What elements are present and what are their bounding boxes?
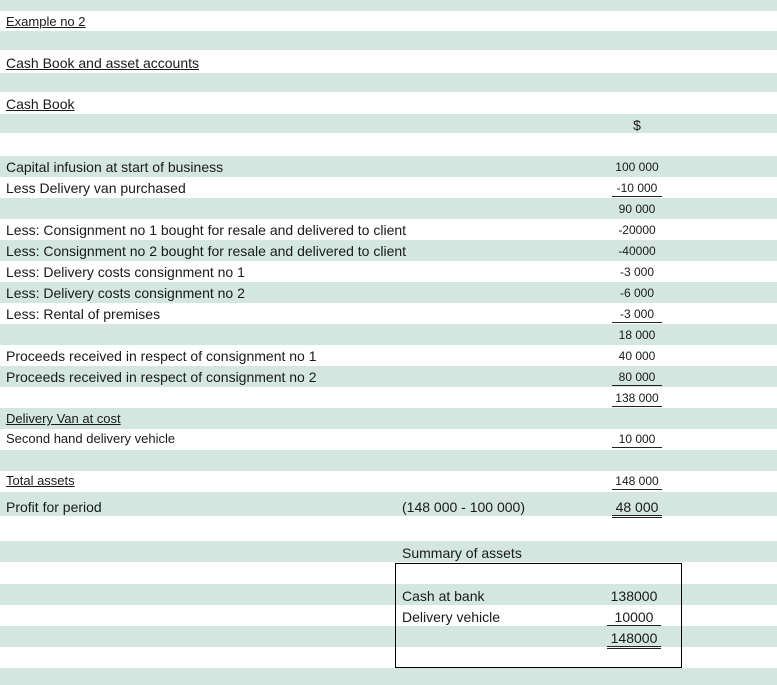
cashbook-row-amount: -3 000 <box>612 306 662 323</box>
summary-title: Summary of assets <box>402 545 522 561</box>
van-heading: Delivery Van at cost <box>6 411 121 426</box>
cashbook-row-amount: -10 000 <box>612 180 662 197</box>
cashbook-row-amount: 40 000 <box>618 349 656 363</box>
cashbook-row-amount: -6 000 <box>619 286 655 300</box>
profit-label: Profit for period <box>6 499 102 515</box>
cashbook-row-amount: 80 000 <box>612 369 662 386</box>
cashbook-subtotal: 90 000 <box>618 202 656 216</box>
cashbook-row-label: Less Delivery van purchased <box>6 180 186 196</box>
cashbook-row-label: Less: Delivery costs consignment no 1 <box>6 264 245 280</box>
row-band <box>0 73 777 92</box>
cashbook-row-label: Capital infusion at start of business <box>6 159 224 175</box>
summary-item-label: Cash at bank <box>402 588 485 604</box>
summary-item-label: Delivery vehicle <box>402 609 501 625</box>
row-band <box>0 668 777 685</box>
profit-calculation: (148 000 - 100 000) <box>402 499 525 515</box>
currency-label: $ <box>633 117 641 133</box>
cashbook-row-label: Less: Delivery costs consignment no 2 <box>6 285 245 301</box>
cashbook-row-label: Proceeds received in respect of consignment no 2 <box>6 369 317 385</box>
example-title: Example no 2 <box>6 14 86 29</box>
cashbook-row-label: Less: Consignment no 1 bought for resale and delivered to client <box>6 222 407 238</box>
profit-amount: 48 000 <box>612 499 662 518</box>
row-band <box>0 31 777 50</box>
cashbook-balance: 138 000 <box>612 390 662 407</box>
cashbook-row-label: Proceeds received in respect of consignment no 1 <box>6 348 317 364</box>
cashbook-row-amount: 100 000 <box>615 160 659 174</box>
van-label: Second hand delivery vehicle <box>6 431 176 446</box>
row-band <box>0 541 777 562</box>
summary-item-amount: 138000 <box>610 588 658 604</box>
row-band <box>0 0 777 11</box>
page-subtitle: Cash Book and asset accounts <box>6 55 200 71</box>
cashbook-row-amount: -20000 <box>618 223 656 237</box>
total-assets-amount: 148 000 <box>612 473 662 490</box>
cashbook-subtotal: 18 000 <box>618 328 656 342</box>
van-amount: 10 000 <box>612 431 662 448</box>
cashbook-row-amount: -3 000 <box>619 265 655 279</box>
cashbook-row-label: Less: Consignment no 2 bought for resale and delivered to client <box>6 243 407 259</box>
total-assets-label: Total assets <box>6 473 75 488</box>
section-title: Cash Book <box>6 96 75 112</box>
summary-total: 148000 <box>607 630 661 649</box>
row-band <box>0 450 777 471</box>
cashbook-row-amount: -40000 <box>618 244 656 258</box>
cashbook-row-label: Less: Rental of premises <box>6 306 161 322</box>
summary-item-amount: 10000 <box>607 609 661 626</box>
